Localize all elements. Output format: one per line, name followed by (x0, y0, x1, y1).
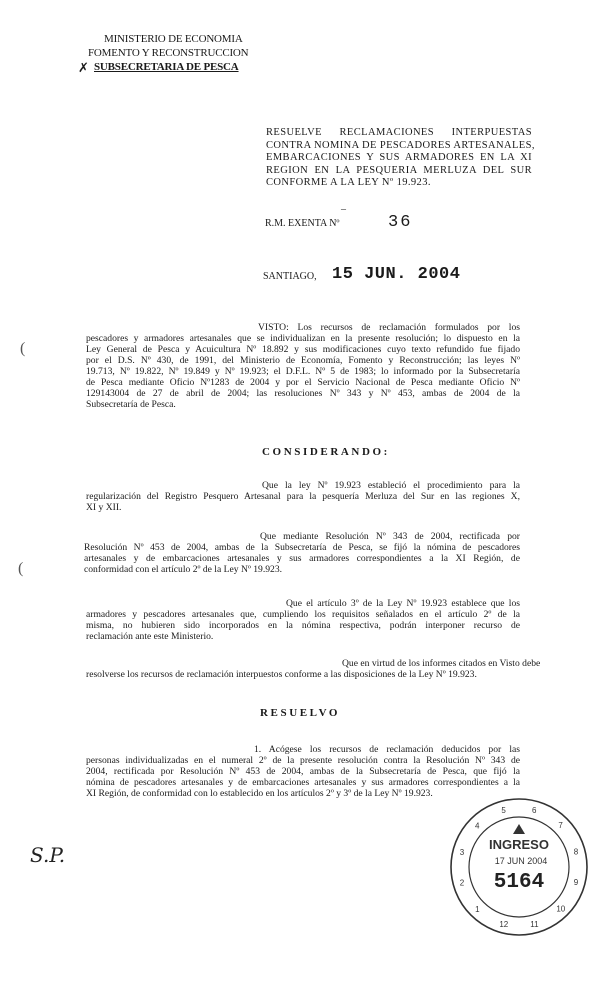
stamp-ring-number: 2 (459, 878, 465, 888)
visto-paragraph (86, 322, 520, 410)
considerando-line: regularización del Registro Pesquero Artesanal para la pesquería Merluza del Sur en las regiones X, (86, 491, 520, 502)
resuelvo-line: XI Región, de conformidad con lo establecido en los artículos 2º y 3º de la Ley Nº 19.923. (86, 788, 433, 799)
considerando-2 (84, 531, 520, 575)
considerando-line: conformidad con el artículo 2º de la Ley Nº 19.923. (84, 564, 283, 575)
stamp-label: INGRESO (489, 837, 549, 852)
considerando-line: misma, no hubieren sido incorporados en la nómina respectiva, podrán interponer recurso de (86, 620, 520, 631)
stamp-ring-number: 3 (459, 847, 465, 857)
considerando-line: resolverse los recursos de reclamación interpuestos conforme a las disposiciones de la Ley Nº 19.923. (86, 669, 477, 680)
considerando-line: artesanales y de embarcaciones artesanales y sus armadores correspondientes a la XI Región, de (84, 553, 520, 564)
considerando-line: Que la ley Nº 19.923 estableció el procedimiento para la (262, 480, 520, 491)
visto-line: de Pesca mediante Oficio Nº1283 de 2004 y por el Servicio Nacional de Pesca mediante Oficio Nº (86, 377, 520, 388)
resuelvo-paragraph (86, 744, 520, 799)
letterhead (78, 32, 249, 75)
visto-line: Ley General de Pesca y Acuicultura Nº 18.892 y sus modificaciones cuyo texto refundido fue fijado (86, 344, 520, 355)
stamp-number: 5164 (493, 871, 545, 894)
considerando-line: armadores y pescadores artesanales que, cumpliendo los requisitos señalados en el artículo 2º de la (86, 609, 520, 620)
visto-line: por el D.S. Nº 430, de 1991, del Ministerio de Economía, Fomento y Reconstrucción; las leyes Nº (86, 355, 520, 366)
considerando-line: reclamación ante este Ministerio. (86, 631, 214, 642)
considerando-3 (86, 598, 520, 642)
letterhead-ministry-2: FOMENTO Y RECONSTRUCCION (88, 47, 249, 59)
stamp-ring-number: 11 (530, 920, 539, 929)
stamp-ring-number: 8 (573, 847, 579, 857)
resuelvo-line: 1. Acógese los recursos de reclamación deducidos por las (254, 744, 520, 755)
title-line: CONFORME A LA LEY Nº 19.923. (266, 177, 431, 188)
stamp-ring-number: 7 (558, 821, 563, 831)
visto-line: 129143004 de 27 de abril de 2004; las resoluciones Nº 343 y Nº 453, ambas de 2004 de la (86, 388, 520, 399)
resolution-title (266, 127, 535, 190)
visto-line: pescadores y armadores artesanales que se individualizan en la presente resolución; lo dispuesto en la (86, 333, 520, 344)
rm-label: R.M. EXENTA Nº (265, 218, 340, 229)
resuelvo-line: personas individualizadas en el numeral 2º de la presente resolución contra la Resolución Nº 343 de (86, 755, 520, 766)
letterhead-ministry: MINISTERIO DE ECONOMIA (104, 33, 243, 45)
visto-line: 19.713, Nº 19.822, Nº 19.849 y Nº 19.923; el D.F.L. Nº 5 de 1983; lo informado por la Subsecretaría (86, 366, 520, 377)
handwritten-initials: S.P. (30, 843, 66, 867)
title-line: CONTRA NOMINA DE PESCADORES ARTESANALES, (266, 139, 535, 151)
stamp-ring-number: 6 (531, 806, 537, 815)
visto-line: VISTO: Los recursos de reclamación formulados por los (258, 322, 520, 333)
title-line: REGION EN LA PESQUERIA MERLUZA DEL SUR (266, 164, 532, 176)
rm-dash: – (341, 204, 346, 215)
place: SANTIAGO, (263, 271, 317, 282)
ingreso-stamp (447, 795, 591, 939)
considerando-1 (86, 480, 520, 513)
considerando-line: Que el artículo 3º de la Ley Nº 19.923 establece que los (286, 598, 520, 609)
resuelvo-line: nómina de pescadores artesanales y de embarcaciones artesanales y sus armadores correspondientes a la (86, 777, 520, 788)
letterhead-subsecretaria: SUBSECRETARIA DE PESCA (94, 61, 239, 73)
stamp-ring-number: 4 (474, 821, 480, 831)
stamp-ring-numbers (460, 806, 579, 929)
considerando-4 (86, 658, 541, 680)
stamp-ring-number: 10 (556, 904, 566, 914)
stamp-ring-number: 1 (475, 904, 480, 914)
considerando-line: XI y XII. (86, 502, 122, 513)
title-line: EMBARCACIONES Y SUS ARMADORES EN LA XI (266, 152, 532, 163)
date-stamp: 15 JUN. 2004 (332, 265, 461, 284)
visto-line: Subsecretaría de Pesca. (86, 399, 176, 410)
stamp-date: 17 JUN 2004 (494, 856, 548, 866)
ingreso-stamp-graphic (447, 795, 591, 939)
binder-hole-mark: ( (18, 560, 24, 577)
title-line: RESUELVE RECLAMACIONES INTERPUESTAS (266, 127, 532, 138)
resuelvo-line: 2004, rectificada por Resolución Nº 453 de 2004, ambas de la Subsecretaría de Pesca, que fijó la (86, 766, 520, 777)
rm-number: 36 (388, 213, 413, 232)
binder-hole-mark: ( (20, 340, 26, 357)
considerando-line: Resolución Nº 453 de 2004, ambas de la Subsecretaría de Pesca, se fijó la nómina de pescadores (84, 542, 520, 553)
considerando-line: Que mediante Resolución Nº 343 de 2004, rectificada por (260, 531, 520, 542)
considerando-heading: CONSIDERANDO: (262, 446, 390, 458)
stamp-ring-number: 5 (501, 806, 506, 815)
handwritten-check-mark: ✗ (78, 60, 89, 75)
resuelvo-heading: RESUELVO (260, 707, 341, 719)
considerando-line: Que en virtud de los informes citados en Visto debe (342, 658, 541, 669)
stamp-ring-number: 9 (573, 878, 579, 888)
stamp-ring-number: 12 (499, 920, 509, 929)
arrow-up-icon (513, 824, 525, 834)
